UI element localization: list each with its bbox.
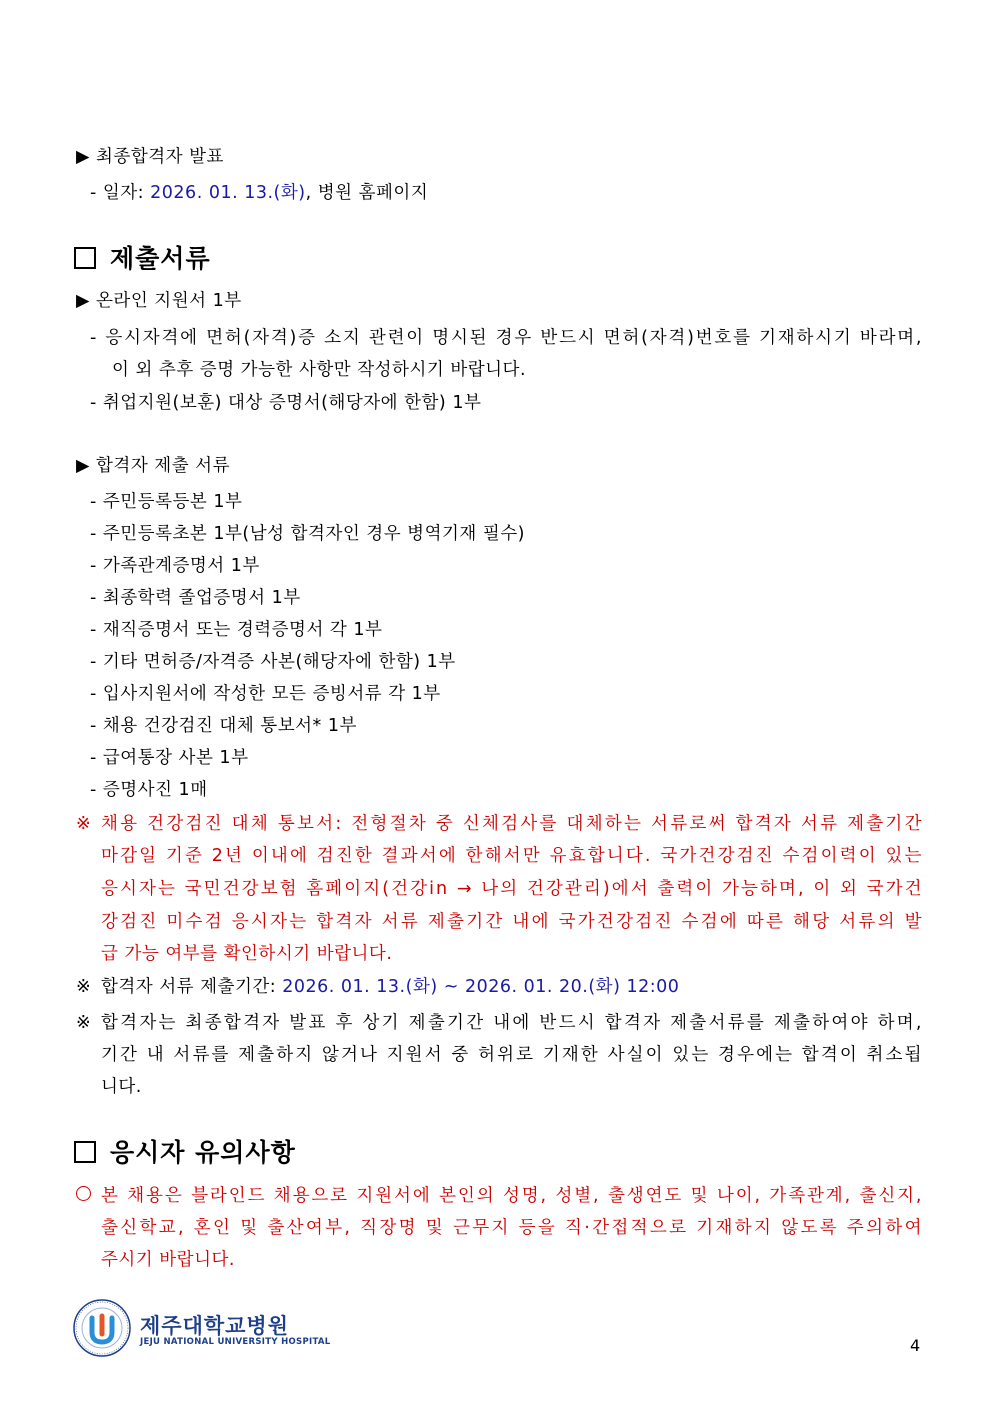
logo-name-english: JEJU NATIONAL UNIVERSITY HOSPITAL (140, 1337, 331, 1347)
passer-doc-item: - 재직증명서 또는 경력증명서 각 1부 (90, 620, 383, 640)
online-app-note1-line2: 이 외 추후 증명 가능한 사항만 작성하시기 바랍니다. (112, 360, 527, 380)
health-note-line (101, 911, 922, 933)
passer-doc-item: - 가족관계증명서 1부 (90, 556, 260, 576)
submit-note-line-text: 합격자는 최종합격자 발표 후 상기 제출기간 내에 반드시 합격자 제출서류를 제출하여야 하며, (101, 1013, 924, 1033)
hospital-logo-icon (72, 1298, 132, 1358)
health-note-line-text: 채용 건강검진 대체 통보서: 전형절차 중 신체검사를 대체하는 서류로써 합격자 서류 제출기간 (101, 814, 924, 834)
online-app-title: ▶ 온라인 지원서 1부 (76, 291, 242, 311)
logo-name-korean: 제주대학교병원 (140, 1314, 290, 1338)
passer-doc-item: - 채용 건강검진 대체 통보서* 1부 (90, 716, 357, 736)
submit-note-line: 니다. (101, 1077, 142, 1097)
caution-heading-text: 응시자 유의사항 (110, 1138, 296, 1167)
submit-note-line (101, 1044, 922, 1066)
documents-section-heading (74, 244, 211, 274)
health-note-line (101, 845, 922, 867)
period-note-line (101, 976, 679, 998)
submit-note-line-text: 기간 내 서류를 제출하지 않거나 지원서 중 허위로 기재한 사실이 있는 경우에는 합격이 취소됩 (101, 1045, 924, 1065)
caution-line-text: 본 채용은 블라인드 채용으로 지원서에 본인의 성명, 성별, 출생연도 및 나이, 가족관계, 출신지, (101, 1186, 924, 1206)
health-note-line-text: 응시자는 국민건강보험 홈페이지(건강in → 나의 건강관리)에서 출력이 가능하며, 이 외 국가건 (101, 879, 924, 899)
online-app-note2: - 취업지원(보훈) 대상 증명서(해당자에 한함) 1부 (90, 393, 482, 413)
online-app-note1-line1-text: - 응시자격에 면허(자격)증 소지 관련이 명시된 경우 반드시 면허(자격)번호를 기재하시기 바라며, (90, 328, 924, 348)
health-note-line (101, 813, 922, 835)
announcement-date: 2026. 01. 13.(화) (150, 183, 306, 203)
health-note-line (101, 878, 922, 900)
submission-period: 2026. 01. 13.(화) ~ 2026. 01. 20.(화) 12:00 (282, 977, 680, 997)
passer-docs-title: ▶ 합격자 제출 서류 (76, 456, 230, 476)
passer-doc-item: - 급여통장 사본 1부 (90, 748, 249, 768)
submit-note-line (101, 1012, 922, 1034)
health-note-line: 급 가능 여부를 확인하시기 바랍니다. (101, 944, 393, 964)
passer-doc-item: - 입사지원서에 작성한 모든 증빙서류 각 1부 (90, 684, 441, 704)
caution-line (101, 1217, 922, 1239)
final-announcement-date-line (90, 182, 428, 204)
health-note-mark: ※ (76, 814, 92, 834)
date-suffix: , 병원 홈페이지 (305, 183, 429, 203)
passer-doc-item: - 최종학력 졸업증명서 1부 (90, 588, 301, 608)
checkbox-square-icon (74, 1141, 96, 1163)
passer-doc-item: - 주민등록등본 1부 (90, 492, 243, 512)
passer-doc-item: - 주민등록초본 1부(남성 합격자인 경우 병역기재 필수) (90, 524, 525, 544)
submit-note-mark: ※ (76, 1013, 92, 1033)
circle-bullet-icon (76, 1186, 91, 1201)
documents-heading-text: 제출서류 (110, 244, 211, 273)
page-number: 4 (910, 1336, 921, 1355)
health-note-line-text: 마감일 기준 2년 이내에 검진한 결과서에 한해서만 유효합니다. 국가건강검진 수검이력이 있는 (101, 846, 924, 866)
checkbox-square-icon (74, 247, 96, 269)
caution-bullet (76, 1185, 101, 1207)
period-note-mark: ※ (76, 977, 92, 997)
passer-doc-item: - 기타 면허증/자격증 사본(해당자에 한함) 1부 (90, 652, 456, 672)
final-announcement-title: ▶ 최종합격자 발표 (76, 147, 224, 167)
period-note-prefix: 합격자 서류 제출기간: (101, 977, 283, 997)
caution-line-text: 출신학교, 혼인 및 출산여부, 직장명 및 근무지 등을 직·간접적으로 기재하지 않도록 주의하여 (101, 1218, 924, 1238)
online-app-note1-line1 (90, 327, 922, 349)
caution-section-heading (74, 1138, 296, 1168)
health-note-line-text: 강검진 미수검 응시자는 합격자 서류 제출기간 내에 국가건강검진 수검에 따른 해당 서류의 발 (101, 912, 924, 932)
caution-line (101, 1185, 922, 1207)
date-prefix: - 일자: (90, 183, 151, 203)
passer-doc-item: - 증명사진 1매 (90, 780, 208, 800)
caution-line: 주시기 바랍니다. (101, 1250, 235, 1270)
